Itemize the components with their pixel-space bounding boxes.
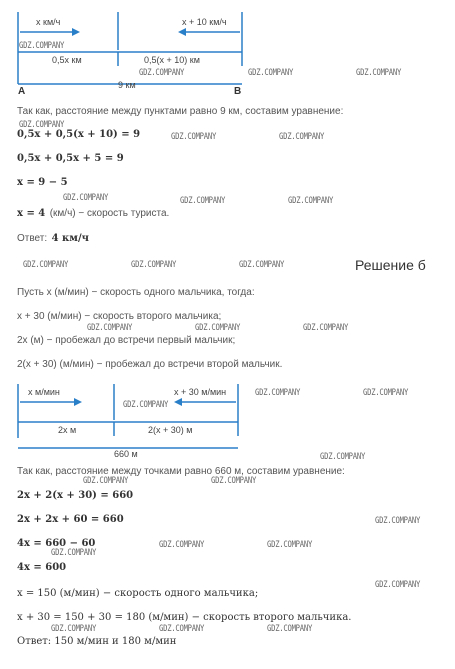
watermark: GDZ.COMPANY <box>123 400 169 410</box>
part-b-eq5: x = 150 (м/мин) − скорость одного мальчика; <box>17 588 259 599</box>
part-b-eq2: 2x + 2x + 60 = 660 <box>17 514 124 525</box>
watermark: GDZ.COMPANY <box>83 476 129 486</box>
part-b-eq3: 4x = 660 − 60 <box>17 538 96 549</box>
part-b-eq4: 4x = 600 <box>17 562 67 573</box>
part-b-line3: 2x (м) − пробежал до встречи первый мальчик; <box>17 335 236 346</box>
part-a-eq3: x = 9 − 5 <box>17 177 68 188</box>
watermark: GDZ.COMPANY <box>279 132 325 142</box>
watermark: GDZ.COMPANY <box>139 68 185 78</box>
watermark: GDZ.COMPANY <box>180 196 226 206</box>
part-a-answer-label: Ответ: <box>17 233 48 244</box>
watermark: GDZ.COMPANY <box>320 452 366 462</box>
right-speed-label: x + 10 км/ч <box>182 17 227 27</box>
part-b-eq6: x + 30 = 150 + 30 = 180 (м/мин) − скорость второго мальчика. <box>17 612 352 623</box>
part-b-intro: Так как, расстояние между точками равно 660 м, составим уравнение: <box>17 466 345 477</box>
part-a-answer <box>17 228 89 246</box>
watermark: GDZ.COMPANY <box>19 41 65 51</box>
watermark: GDZ.COMPANY <box>375 580 421 590</box>
watermark: GDZ.COMPANY <box>239 260 285 270</box>
part-b-line1: Пусть x (м/мин) − скорость одного мальчика, тогда: <box>17 287 255 298</box>
part-a-eq2: 0,5x + 0,5x + 5 = 9 <box>17 153 124 164</box>
watermark: GDZ.COMPANY <box>51 548 97 558</box>
watermark: GDZ.COMPANY <box>51 624 97 634</box>
watermark: GDZ.COMPANY <box>63 193 109 203</box>
part-b-eq1: 2x + 2(x + 30) = 660 <box>17 490 134 501</box>
part-a-eq1: 0,5x + 0,5(x + 10) = 9 <box>17 129 141 140</box>
part-b-line4: 2(x + 30) (м/мин) − пробежал до встречи второй мальчик. <box>17 359 283 370</box>
part-a-intro: Так как, расстояние между пунктами равно 9 км, составим уравнение: <box>17 106 344 117</box>
watermark: GDZ.COMPANY <box>131 260 177 270</box>
part-b-line2: x + 30 (м/мин) − скорость второго мальчика; <box>17 311 222 322</box>
watermark: GDZ.COMPANY <box>267 624 313 634</box>
point-a-label: A <box>18 86 26 94</box>
total-label-2: 660 м <box>114 449 138 459</box>
watermark: GDZ.COMPANY <box>303 323 349 333</box>
left-segment-label-2: 2x м <box>58 425 77 435</box>
part-a-eq4-text: (км/ч) − скорость туриста. <box>49 208 170 219</box>
section-b-title: Решение б <box>355 257 426 273</box>
watermark: GDZ.COMPANY <box>87 323 133 333</box>
watermark: GDZ.COMPANY <box>267 540 313 550</box>
total-label: 9 км <box>118 80 136 90</box>
part-a-answer-value: 4 км/ч <box>51 233 89 244</box>
part-a-eq4-math: x = 4 <box>17 208 46 219</box>
watermark: GDZ.COMPANY <box>159 624 205 634</box>
watermark: GDZ.COMPANY <box>288 196 334 206</box>
diagram-distance-km <box>14 8 250 94</box>
right-segment-label: 0,5(x + 10) км <box>144 55 200 65</box>
part-b-answer: Ответ: 150 м/мин и 180 м/мин <box>17 636 177 647</box>
watermark: GDZ.COMPANY <box>356 68 402 78</box>
watermark: GDZ.COMPANY <box>195 323 241 333</box>
watermark: GDZ.COMPANY <box>248 68 294 78</box>
watermark: GDZ.COMPANY <box>255 388 301 398</box>
watermark: GDZ.COMPANY <box>171 132 217 142</box>
left-segment-label: 0,5x км <box>52 55 82 65</box>
watermark: GDZ.COMPANY <box>211 476 257 486</box>
watermark: GDZ.COMPANY <box>159 540 205 550</box>
diagram-distance-m <box>14 380 246 462</box>
watermark: GDZ.COMPANY <box>19 120 65 130</box>
left-speed-label: x км/ч <box>36 17 61 27</box>
right-speed-label-2: x + 30 м/мин <box>174 387 227 397</box>
part-a-eq4 <box>17 203 169 221</box>
point-b-label: B <box>234 86 242 94</box>
watermark: GDZ.COMPANY <box>23 260 69 270</box>
watermark: GDZ.COMPANY <box>375 516 421 526</box>
left-speed-label-2: x м/мин <box>28 387 60 397</box>
right-segment-label-2: 2(x + 30) м <box>148 425 193 435</box>
watermark: GDZ.COMPANY <box>363 388 409 398</box>
